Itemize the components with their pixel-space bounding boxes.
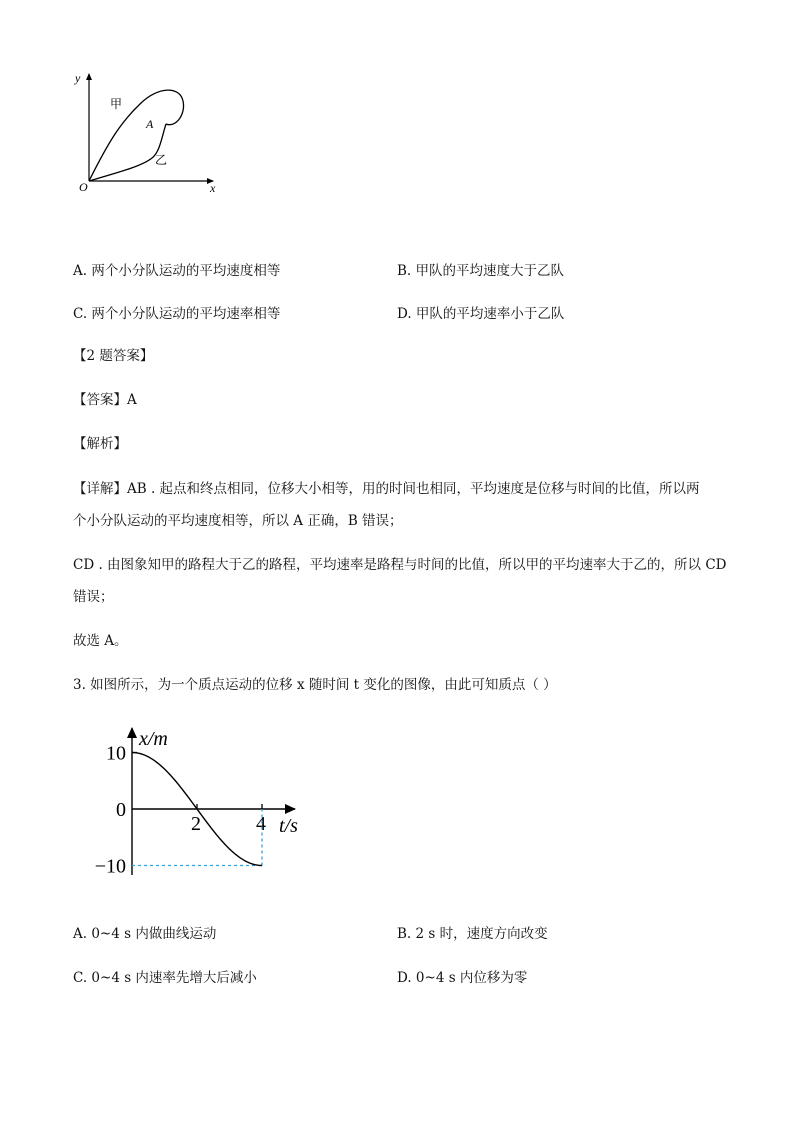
x-axis-label: x (210, 181, 216, 195)
q3-option-b: B. 2 s 时，速度方向改变 (397, 926, 548, 942)
x-tick-label: 2 (191, 813, 201, 835)
q2-option-a: A. 两个小分队运动的平均速度相等 (73, 263, 281, 279)
y-tick-label: 10 (106, 742, 126, 765)
q2-cd-line-1: CD . 由图象知甲的路程大于乙的路程，平均速率是路程与时间的比值，所以甲的平均速率大于乙的，所以 CD (73, 557, 727, 573)
q3-option-a: A. 0~4 s 内做曲线运动 (73, 926, 217, 942)
path-figure (70, 68, 230, 198)
jia-label: 甲 (110, 97, 123, 111)
point-a-label: A (146, 117, 154, 131)
q3-stem: 3. 如图所示，为一个质点运动的位移 x 随时间 t 变化的图像，由此可知质点（ ） (73, 677, 557, 693)
q2-section-title: 【2 题答案】 (73, 348, 154, 364)
q2-detail-line-1: 【详解】AB . 起点和终点相同，位移大小相等，用的时间也相同，平均速度是位移与时间的比值，所以两 (73, 481, 700, 497)
q2-answer: 【答案】A (73, 392, 137, 408)
chart-ylabel: x/m (139, 728, 168, 750)
x-t-chart (95, 720, 325, 890)
q2-cd-line-2: 错误； (73, 589, 114, 605)
q2-option-c: C. 两个小分队运动的平均速率相等 (73, 306, 281, 322)
q3-option-c: C. 0~4 s 内速率先增大后减小 (73, 970, 257, 986)
yi-label: 乙 (155, 153, 168, 167)
chart-xlabel: t/s (279, 815, 298, 837)
y-tick-label: −10 (95, 855, 126, 878)
q2-option-d: D. 甲队的平均速率小于乙队 (397, 306, 565, 322)
origin-label: O (79, 180, 88, 194)
q2-analysis-title: 【解析】 (73, 436, 127, 452)
q2-option-b: B. 甲队的平均速度大于乙队 (397, 263, 565, 279)
q2-conclusion: 故选 A。 (73, 633, 128, 649)
q3-option-d: D. 0~4 s 内位移为零 (397, 970, 528, 986)
q2-detail-line-2: 个小分队运动的平均速度相等，所以 A 正确，B 错误； (73, 513, 403, 529)
x-tick-label: 4 (256, 813, 266, 835)
y-axis-label: y (75, 71, 81, 85)
y-tick-label: 0 (116, 799, 126, 821)
jia-path (89, 90, 184, 181)
